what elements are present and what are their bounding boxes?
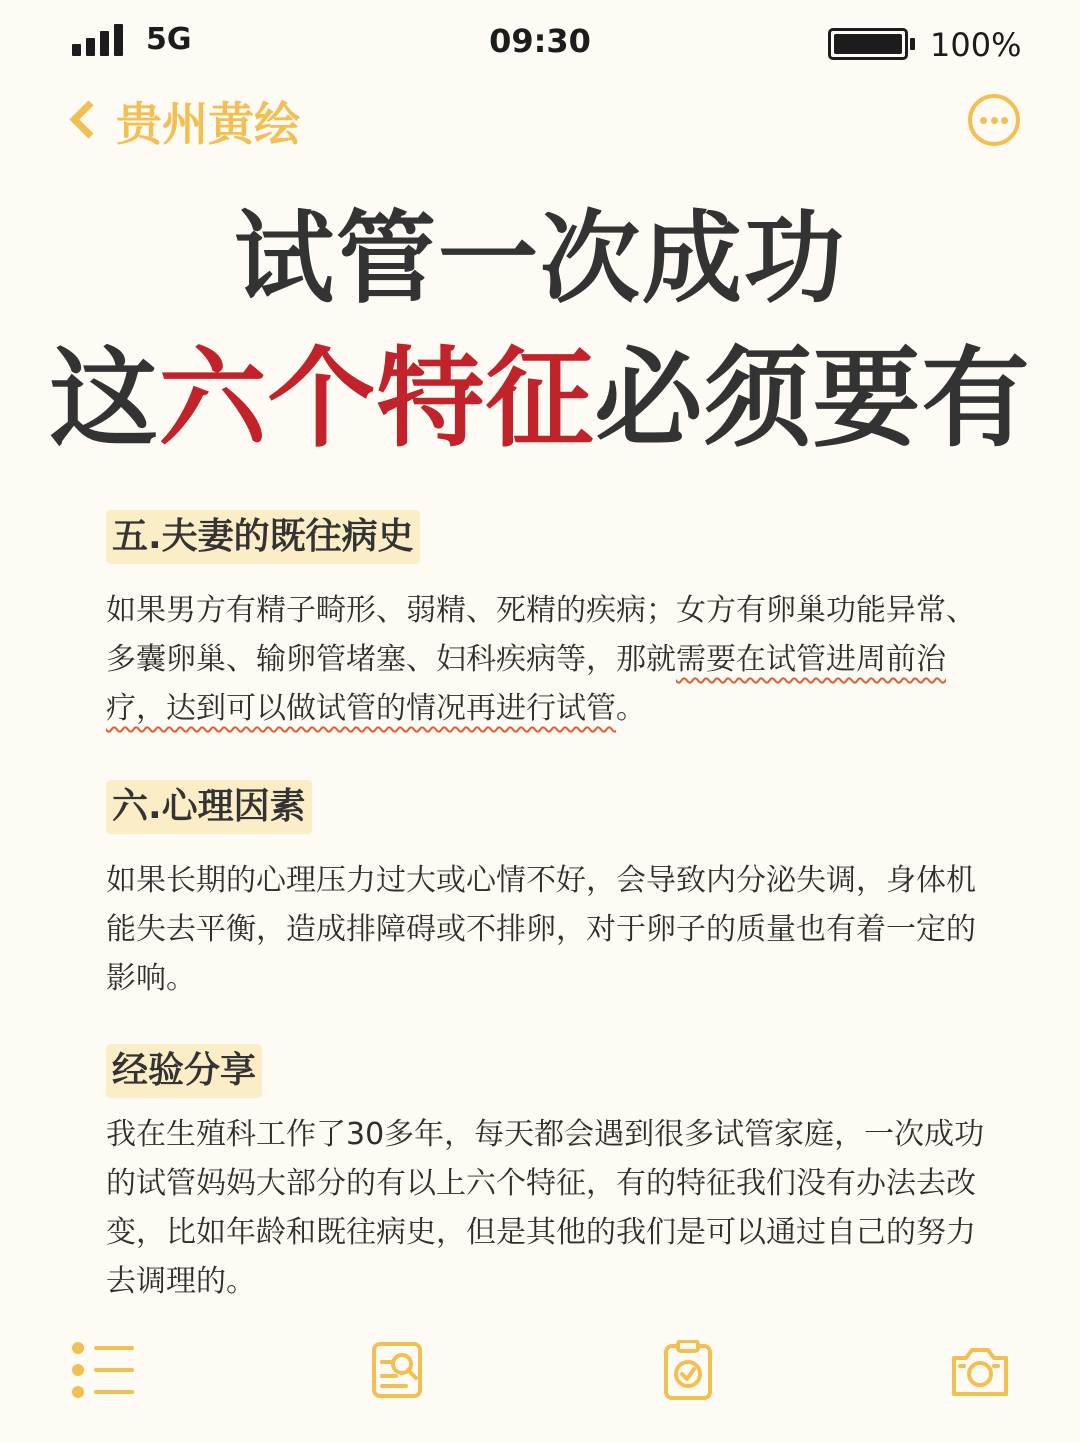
headline-line-2 xyxy=(0,312,1080,467)
headline-suffix: 必须要有 xyxy=(594,337,1031,462)
section-title-psychological: 六.心理因素 xyxy=(106,780,312,834)
section-title-experience: 经验分享 xyxy=(106,1044,262,1098)
camera-icon[interactable] xyxy=(948,1340,1012,1400)
chevron-left-icon[interactable] xyxy=(66,100,102,136)
headline-prefix: 这 xyxy=(49,337,159,462)
headline-highlight: 六个特征 xyxy=(158,337,595,462)
more-horizontal-icon[interactable] xyxy=(968,94,1020,146)
headline-line-1: 试管一次成功 xyxy=(234,200,846,317)
status-bar xyxy=(0,0,1080,86)
underlined-text: 需要在试管进周前治疗，达到可以做试管的情况再进行试管 xyxy=(106,642,946,726)
battery-icon xyxy=(828,28,908,60)
battery-percent: 100% xyxy=(930,26,1022,64)
nav-title[interactable]: 贵州黄绘 xyxy=(116,97,300,151)
section-text-psychological: 如果长期的心理压力过大或心情不好，会导致内分泌失调，身体机能失去平衡，造成排障碍或不排卵，对于卵子的质量也有着一定的影响。 xyxy=(106,863,976,996)
network-type: 5G xyxy=(146,22,192,57)
section-title-medical-history: 五.夫妻的既往病史 xyxy=(106,510,420,564)
section-text-experience: 我在生殖科工作了30多年，每天都会遇到很多试管家庭，一次成功的试管妈妈大部分的有以上六个特征，有的特征我们没有办法去改变，比如年龄和既往病史，但是其他的我们是可以通过自己的努力去调理的。 xyxy=(106,1117,985,1299)
status-time: 09:30 xyxy=(489,22,591,60)
text-after: 。 xyxy=(616,691,646,726)
text-before: 如果男方有精子畸形、弱精、死精的疾病；女方有卵巢功能异常、多囊卵巢、输卵管堵塞、妇科疾病等，那就 xyxy=(106,593,976,677)
list-icon[interactable] xyxy=(72,1340,136,1400)
bottom-toolbar xyxy=(0,1330,1080,1410)
search-document-icon[interactable] xyxy=(366,1340,430,1400)
clipboard-check-icon[interactable] xyxy=(656,1340,720,1400)
section-text-medical-history xyxy=(106,586,986,733)
